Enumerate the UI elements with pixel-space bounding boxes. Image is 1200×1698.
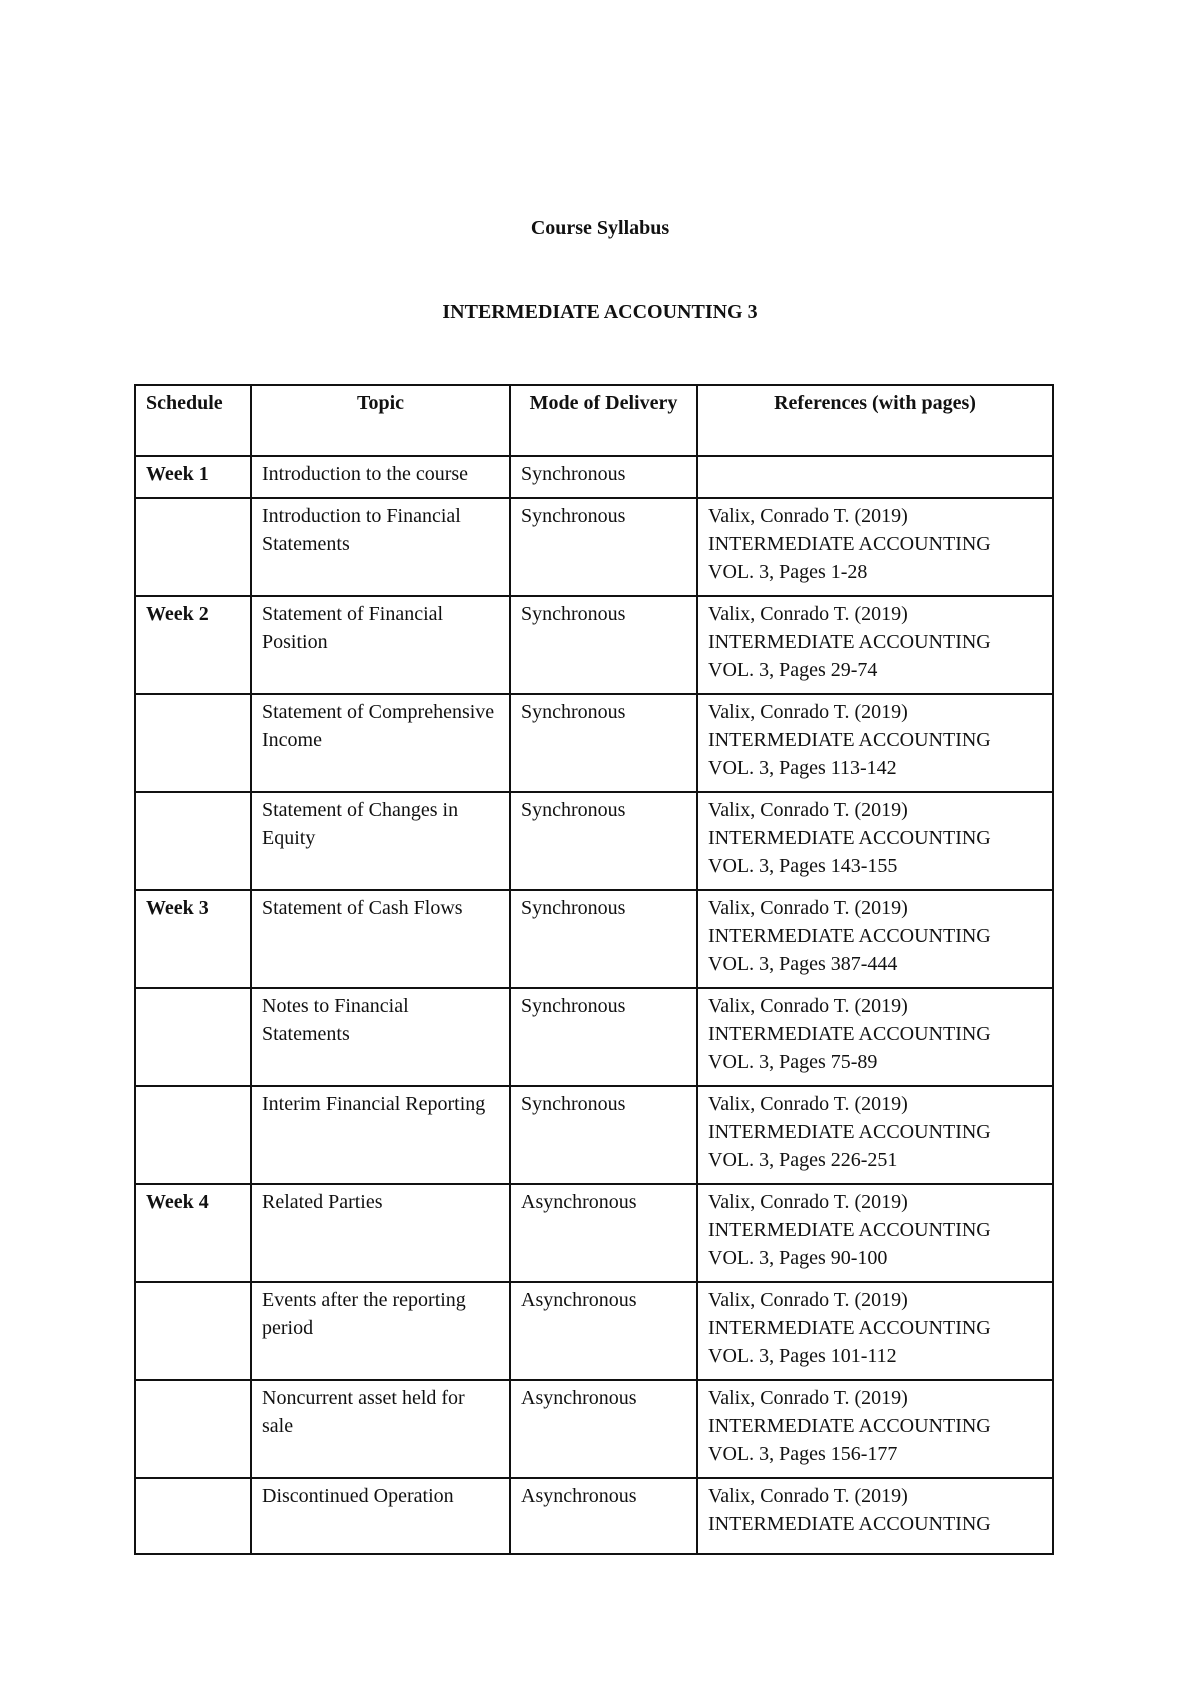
- topic-cell: Discontinued Operation: [251, 1478, 510, 1554]
- mode-cell: Synchronous: [510, 792, 697, 890]
- ref-title: INTERMEDIATE ACCOUNTING: [708, 1513, 991, 1535]
- references-cell: [697, 1282, 1053, 1380]
- table-header-row: [135, 385, 1053, 456]
- references-cell: [697, 694, 1053, 792]
- table-row: [135, 890, 1053, 988]
- mode-cell: Synchronous: [510, 1086, 697, 1184]
- mode-cell: Synchronous: [510, 890, 697, 988]
- table-row: [135, 1478, 1053, 1554]
- mode-cell: Asynchronous: [510, 1380, 697, 1478]
- ref-title: INTERMEDIATE ACCOUNTING: [708, 827, 991, 849]
- ref-pages: VOL. 3, Pages 90-100: [708, 1247, 888, 1269]
- ref-pages: VOL. 3, Pages 143-155: [708, 855, 898, 877]
- ref-title: INTERMEDIATE ACCOUNTING: [708, 729, 991, 751]
- table-row: [135, 694, 1053, 792]
- ref-author: Valix, Conrado T. (2019): [708, 1191, 908, 1213]
- schedule-cell: [135, 1282, 251, 1380]
- syllabus-table: [134, 384, 1054, 1555]
- topic-cell: Related Parties: [251, 1184, 510, 1282]
- ref-author: Valix, Conrado T. (2019): [708, 1093, 908, 1115]
- references-cell: [697, 1478, 1053, 1554]
- topic-cell: Statement of Changes in Equity: [251, 792, 510, 890]
- ref-author: Valix, Conrado T. (2019): [708, 1387, 908, 1409]
- header-schedule: Schedule: [135, 385, 251, 456]
- ref-author: Valix, Conrado T. (2019): [708, 701, 908, 723]
- table-row: [135, 1086, 1053, 1184]
- topic-cell: Events after the reporting period: [251, 1282, 510, 1380]
- schedule-cell: [135, 1478, 251, 1554]
- ref-title: INTERMEDIATE ACCOUNTING: [708, 1317, 991, 1339]
- schedule-cell: Week 2: [135, 596, 251, 694]
- schedule-cell: [135, 1086, 251, 1184]
- topic-cell: Noncurrent asset held for sale: [251, 1380, 510, 1478]
- mode-cell: Synchronous: [510, 456, 697, 498]
- mode-cell: Synchronous: [510, 596, 697, 694]
- ref-title: INTERMEDIATE ACCOUNTING: [708, 925, 991, 947]
- ref-title: INTERMEDIATE ACCOUNTING: [708, 1415, 991, 1437]
- table-row: [135, 596, 1053, 694]
- references-cell: [697, 498, 1053, 596]
- schedule-cell: Week 3: [135, 890, 251, 988]
- schedule-cell: Week 1: [135, 456, 251, 498]
- mode-cell: Asynchronous: [510, 1282, 697, 1380]
- ref-pages: VOL. 3, Pages 113-142: [708, 757, 897, 779]
- table-row: [135, 456, 1053, 498]
- topic-cell: Introduction to Financial Statements: [251, 498, 510, 596]
- document-title: Course Syllabus: [530, 217, 670, 239]
- mode-cell: Asynchronous: [510, 1478, 697, 1554]
- header-topic: Topic: [251, 385, 510, 456]
- header-mode-of-delivery: Mode of Delivery: [510, 385, 697, 456]
- table-row: [135, 792, 1053, 890]
- ref-pages: VOL. 3, Pages 226-251: [708, 1149, 898, 1171]
- table-row: [135, 1380, 1053, 1478]
- schedule-cell: [135, 498, 251, 596]
- ref-author: Valix, Conrado T. (2019): [708, 603, 908, 625]
- schedule-cell: [135, 988, 251, 1086]
- schedule-cell: [135, 792, 251, 890]
- topic-cell: Statement of Financial Position: [251, 596, 510, 694]
- ref-pages: VOL. 3, Pages 75-89: [708, 1051, 878, 1073]
- topic-cell: Statement of Comprehensive Income: [251, 694, 510, 792]
- references-cell: [697, 792, 1053, 890]
- mode-cell: Synchronous: [510, 694, 697, 792]
- table-row: [135, 988, 1053, 1086]
- references-cell: [697, 456, 1053, 498]
- ref-author: Valix, Conrado T. (2019): [708, 995, 908, 1017]
- references-cell: [697, 596, 1053, 694]
- topic-cell: Interim Financial Reporting: [251, 1086, 510, 1184]
- ref-pages: VOL. 3, Pages 29-74: [708, 659, 878, 681]
- ref-author: Valix, Conrado T. (2019): [708, 897, 908, 919]
- ref-title: INTERMEDIATE ACCOUNTING: [708, 1121, 991, 1143]
- ref-pages: VOL. 3, Pages 1-28: [708, 561, 868, 583]
- topic-cell: Notes to Financial Statements: [251, 988, 510, 1086]
- references-cell: [697, 1086, 1053, 1184]
- ref-pages: VOL. 3, Pages 156-177: [708, 1443, 898, 1465]
- ref-pages: VOL. 3, Pages 387-444: [708, 953, 898, 975]
- mode-cell: Synchronous: [510, 498, 697, 596]
- ref-title: INTERMEDIATE ACCOUNTING: [708, 533, 991, 555]
- ref-title: INTERMEDIATE ACCOUNTING: [708, 631, 991, 653]
- header-references: References (with pages): [697, 385, 1053, 456]
- references-cell: [697, 890, 1053, 988]
- references-cell: [697, 1184, 1053, 1282]
- ref-author: Valix, Conrado T. (2019): [708, 1485, 908, 1507]
- table-row: [135, 498, 1053, 596]
- table-row: [135, 1184, 1053, 1282]
- ref-pages: VOL. 3, Pages 101-112: [708, 1345, 897, 1367]
- references-cell: [697, 988, 1053, 1086]
- ref-author: Valix, Conrado T. (2019): [708, 799, 908, 821]
- references-cell: [697, 1380, 1053, 1478]
- ref-title: INTERMEDIATE ACCOUNTING: [708, 1219, 991, 1241]
- table-row: [135, 1282, 1053, 1380]
- course-title: INTERMEDIATE ACCOUNTING 3: [442, 301, 758, 323]
- ref-title: INTERMEDIATE ACCOUNTING: [708, 1023, 991, 1045]
- schedule-cell: [135, 1380, 251, 1478]
- schedule-cell: [135, 694, 251, 792]
- topic-cell: Introduction to the course: [251, 456, 510, 498]
- mode-cell: Asynchronous: [510, 1184, 697, 1282]
- ref-author: Valix, Conrado T. (2019): [708, 505, 908, 527]
- schedule-cell: Week 4: [135, 1184, 251, 1282]
- ref-author: Valix, Conrado T. (2019): [708, 1289, 908, 1311]
- mode-cell: Synchronous: [510, 988, 697, 1086]
- topic-cell: Statement of Cash Flows: [251, 890, 510, 988]
